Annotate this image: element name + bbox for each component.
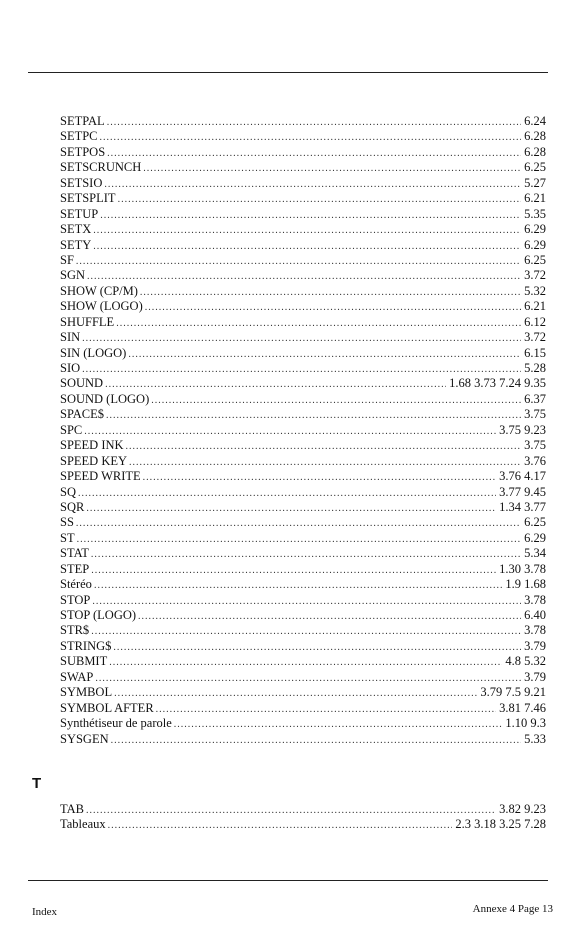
dot-leader <box>116 316 521 331</box>
index-term: SPEED WRITE <box>60 469 141 484</box>
footer-page-number: Annexe 4 Page 13 <box>472 903 553 915</box>
index-entry <box>60 562 546 577</box>
dot-leader <box>100 208 521 223</box>
index-entry <box>60 268 546 283</box>
index-entry <box>60 654 546 669</box>
page-references: 6.29 <box>524 530 546 545</box>
index-term: SWAP <box>60 669 94 684</box>
index-term: SIN <box>60 330 81 345</box>
page-references: 1.10 9.3 <box>505 716 546 731</box>
dot-leader <box>91 563 496 578</box>
index-entry <box>60 469 546 484</box>
dot-leader <box>128 347 521 362</box>
index-term: SETSPLIT <box>60 191 116 206</box>
page-references: 5.32 <box>524 283 546 298</box>
index-term: SOUND (LOGO) <box>60 391 150 406</box>
index-term: Stéréo <box>60 577 92 592</box>
page-references: 3.75 9.23 <box>499 422 546 437</box>
index-term: SETPC <box>60 129 98 144</box>
top-rule <box>28 72 548 73</box>
index-entry <box>60 670 546 685</box>
index-term: SYMBOL AFTER <box>60 700 154 715</box>
dot-leader <box>105 377 446 392</box>
index-entry <box>60 515 546 530</box>
dot-leader <box>92 594 521 609</box>
index-term: SETSCRUNCH <box>60 160 142 175</box>
dot-leader <box>143 470 496 485</box>
index-entry <box>60 732 546 747</box>
page-references: 5.28 <box>524 361 546 375</box>
page-references: 5.35 <box>524 206 546 221</box>
page-references: 6.29 <box>524 237 546 252</box>
dot-leader <box>87 269 521 284</box>
dot-leader <box>86 803 496 818</box>
index-entry <box>60 238 546 253</box>
footer-section-label: Index <box>32 906 58 918</box>
dot-leader <box>145 300 521 315</box>
index-entry <box>60 485 546 500</box>
index-entry <box>60 817 546 832</box>
dot-leader <box>82 331 521 346</box>
index-entry <box>60 315 546 330</box>
index-entry <box>60 531 546 546</box>
dot-leader <box>76 254 521 269</box>
page-references: 1.9 1.68 <box>505 577 546 592</box>
index-term: SHOW (CP/M) <box>60 283 138 298</box>
page-references: 6.25 <box>524 160 546 175</box>
index-term: SGN <box>60 268 86 283</box>
page-references: 6.29 <box>524 222 546 237</box>
page-references: 3.79 7.5 9.21 <box>480 685 546 700</box>
dot-leader <box>107 146 521 161</box>
dot-leader <box>140 285 521 300</box>
index-list-s <box>60 114 546 747</box>
index-entry <box>60 546 546 561</box>
index-term: Synthétiseur de parole <box>60 716 172 731</box>
index-entry <box>60 191 546 206</box>
page-references: 3.76 <box>524 453 546 468</box>
index-term: SPACE$ <box>60 407 105 422</box>
index-entry <box>60 623 546 638</box>
dot-leader <box>100 130 522 145</box>
dot-leader <box>94 578 502 593</box>
page-references: 6.15 <box>524 345 546 360</box>
index-entry <box>60 176 546 191</box>
index-term: SYMBOL <box>60 685 113 700</box>
page-references: 6.40 <box>524 608 546 622</box>
index-term: SF <box>60 252 74 267</box>
page-references: 1.30 3.78 <box>499 561 546 576</box>
index-term: SYSGEN <box>60 731 109 746</box>
index-entry <box>60 299 546 314</box>
index-term: STAT <box>60 546 89 561</box>
index-entry <box>60 701 546 716</box>
dot-leader <box>109 655 502 670</box>
page-references: 3.79 <box>524 669 546 684</box>
page-references: 1.34 3.77 <box>499 499 546 514</box>
page-references: 5.33 <box>524 731 546 746</box>
index-entry <box>60 114 546 129</box>
dot-leader <box>77 532 522 547</box>
page-references: 3.75 <box>524 407 546 422</box>
bottom-rule <box>28 880 548 881</box>
index-term: STR$ <box>60 623 90 638</box>
dot-leader <box>126 439 522 454</box>
dot-leader <box>118 192 522 207</box>
dot-leader <box>106 408 521 423</box>
index-term: SETSIO <box>60 175 103 190</box>
index-entry <box>60 376 546 391</box>
index-term: STOP <box>60 592 91 607</box>
index-entry <box>60 802 546 817</box>
index-entry <box>60 685 546 700</box>
index-term: STOP (LOGO) <box>60 608 137 622</box>
page-references: 6.21 <box>524 299 546 314</box>
index-term: SPC <box>60 422 83 437</box>
index-entry <box>60 284 546 299</box>
index-term: SHOW (LOGO) <box>60 299 143 314</box>
dot-leader <box>107 115 521 130</box>
page-references: 5.27 <box>524 175 546 190</box>
page-references: 6.12 <box>524 314 546 329</box>
page-references: 1.68 3.73 7.24 9.35 <box>449 376 546 391</box>
index-entry <box>60 716 546 731</box>
index-term: SETPAL <box>60 114 105 128</box>
index-term: SS <box>60 515 74 530</box>
dot-leader <box>151 393 521 408</box>
index-term: SIO <box>60 361 81 375</box>
index-entry <box>60 392 546 407</box>
index-term: SETUP <box>60 206 99 221</box>
page-references: 3.72 <box>524 268 546 283</box>
page-references: 3.76 4.17 <box>499 469 546 484</box>
dot-leader <box>91 547 521 562</box>
index-entry <box>60 407 546 422</box>
dot-leader <box>113 640 521 655</box>
dot-leader <box>95 671 521 686</box>
index-term: SPEED KEY <box>60 453 128 468</box>
page-references: 4.8 5.32 <box>505 654 546 669</box>
page-references: 3.81 7.46 <box>499 700 546 715</box>
dot-leader <box>129 455 521 470</box>
index-entry <box>60 346 546 361</box>
index-term: STEP <box>60 561 90 576</box>
dot-leader <box>84 424 496 439</box>
index-entry <box>60 160 546 175</box>
index-entry <box>60 438 546 453</box>
index-entry <box>60 577 546 592</box>
section-letter-t: T <box>32 775 42 792</box>
page-references: 3.78 <box>524 592 546 607</box>
dot-leader <box>138 609 521 624</box>
index-term: SUBMIT <box>60 654 108 669</box>
page-references: 6.24 <box>524 114 546 128</box>
page-references: 5.34 <box>524 546 546 561</box>
index-entry <box>60 639 546 654</box>
dot-leader <box>114 686 477 701</box>
dot-leader <box>174 717 503 732</box>
index-term: Tableaux <box>60 817 106 832</box>
index-term: SIN (LOGO) <box>60 345 127 360</box>
index-term: STRING$ <box>60 638 112 653</box>
dot-leader <box>156 702 496 717</box>
index-term: SQ <box>60 484 76 499</box>
page-references: 2.3 3.18 3.25 7.28 <box>455 817 546 832</box>
page-references: 3.79 <box>524 638 546 653</box>
dot-leader <box>93 223 521 238</box>
index-term: TAB <box>60 802 84 816</box>
page-references: 6.21 <box>524 191 546 206</box>
index-term: SPEED INK <box>60 438 124 453</box>
index-entry <box>60 608 546 623</box>
page-references: 3.75 <box>524 438 546 453</box>
dot-leader <box>93 239 521 254</box>
page-references: 3.82 9.23 <box>499 802 546 816</box>
index-term: SOUND <box>60 376 104 391</box>
dot-leader <box>111 733 522 748</box>
dot-leader <box>108 818 453 833</box>
index-term: SETY <box>60 237 92 252</box>
index-term: SETX <box>60 222 92 237</box>
index-entry <box>60 423 546 438</box>
index-entry <box>60 361 546 376</box>
index-entry <box>60 593 546 608</box>
dot-leader <box>104 177 521 192</box>
page-references: 6.37 <box>524 391 546 406</box>
index-entry <box>60 222 546 237</box>
index-entry <box>60 330 546 345</box>
dot-leader <box>86 501 496 516</box>
index-entry <box>60 145 546 160</box>
index-term: SHUFFLE <box>60 314 115 329</box>
index-term: SETPOS <box>60 144 106 159</box>
index-term: SQR <box>60 499 85 514</box>
dot-leader <box>91 624 521 639</box>
index-entry <box>60 253 546 268</box>
dot-leader <box>82 362 521 377</box>
page-references: 3.78 <box>524 623 546 638</box>
index-entry <box>60 129 546 144</box>
index-entry <box>60 500 546 515</box>
page-references: 6.28 <box>524 144 546 159</box>
page-references: 3.72 <box>524 330 546 345</box>
index-list-t <box>60 802 546 833</box>
index-entry <box>60 207 546 222</box>
page-references: 6.25 <box>524 252 546 267</box>
page-references: 6.25 <box>524 515 546 530</box>
index-entry <box>60 454 546 469</box>
dot-leader <box>143 161 521 176</box>
page-references: 3.77 9.45 <box>499 484 546 499</box>
dot-leader <box>78 486 496 501</box>
page-references: 6.28 <box>524 129 546 144</box>
dot-leader <box>76 516 521 531</box>
index-term: ST <box>60 530 75 545</box>
